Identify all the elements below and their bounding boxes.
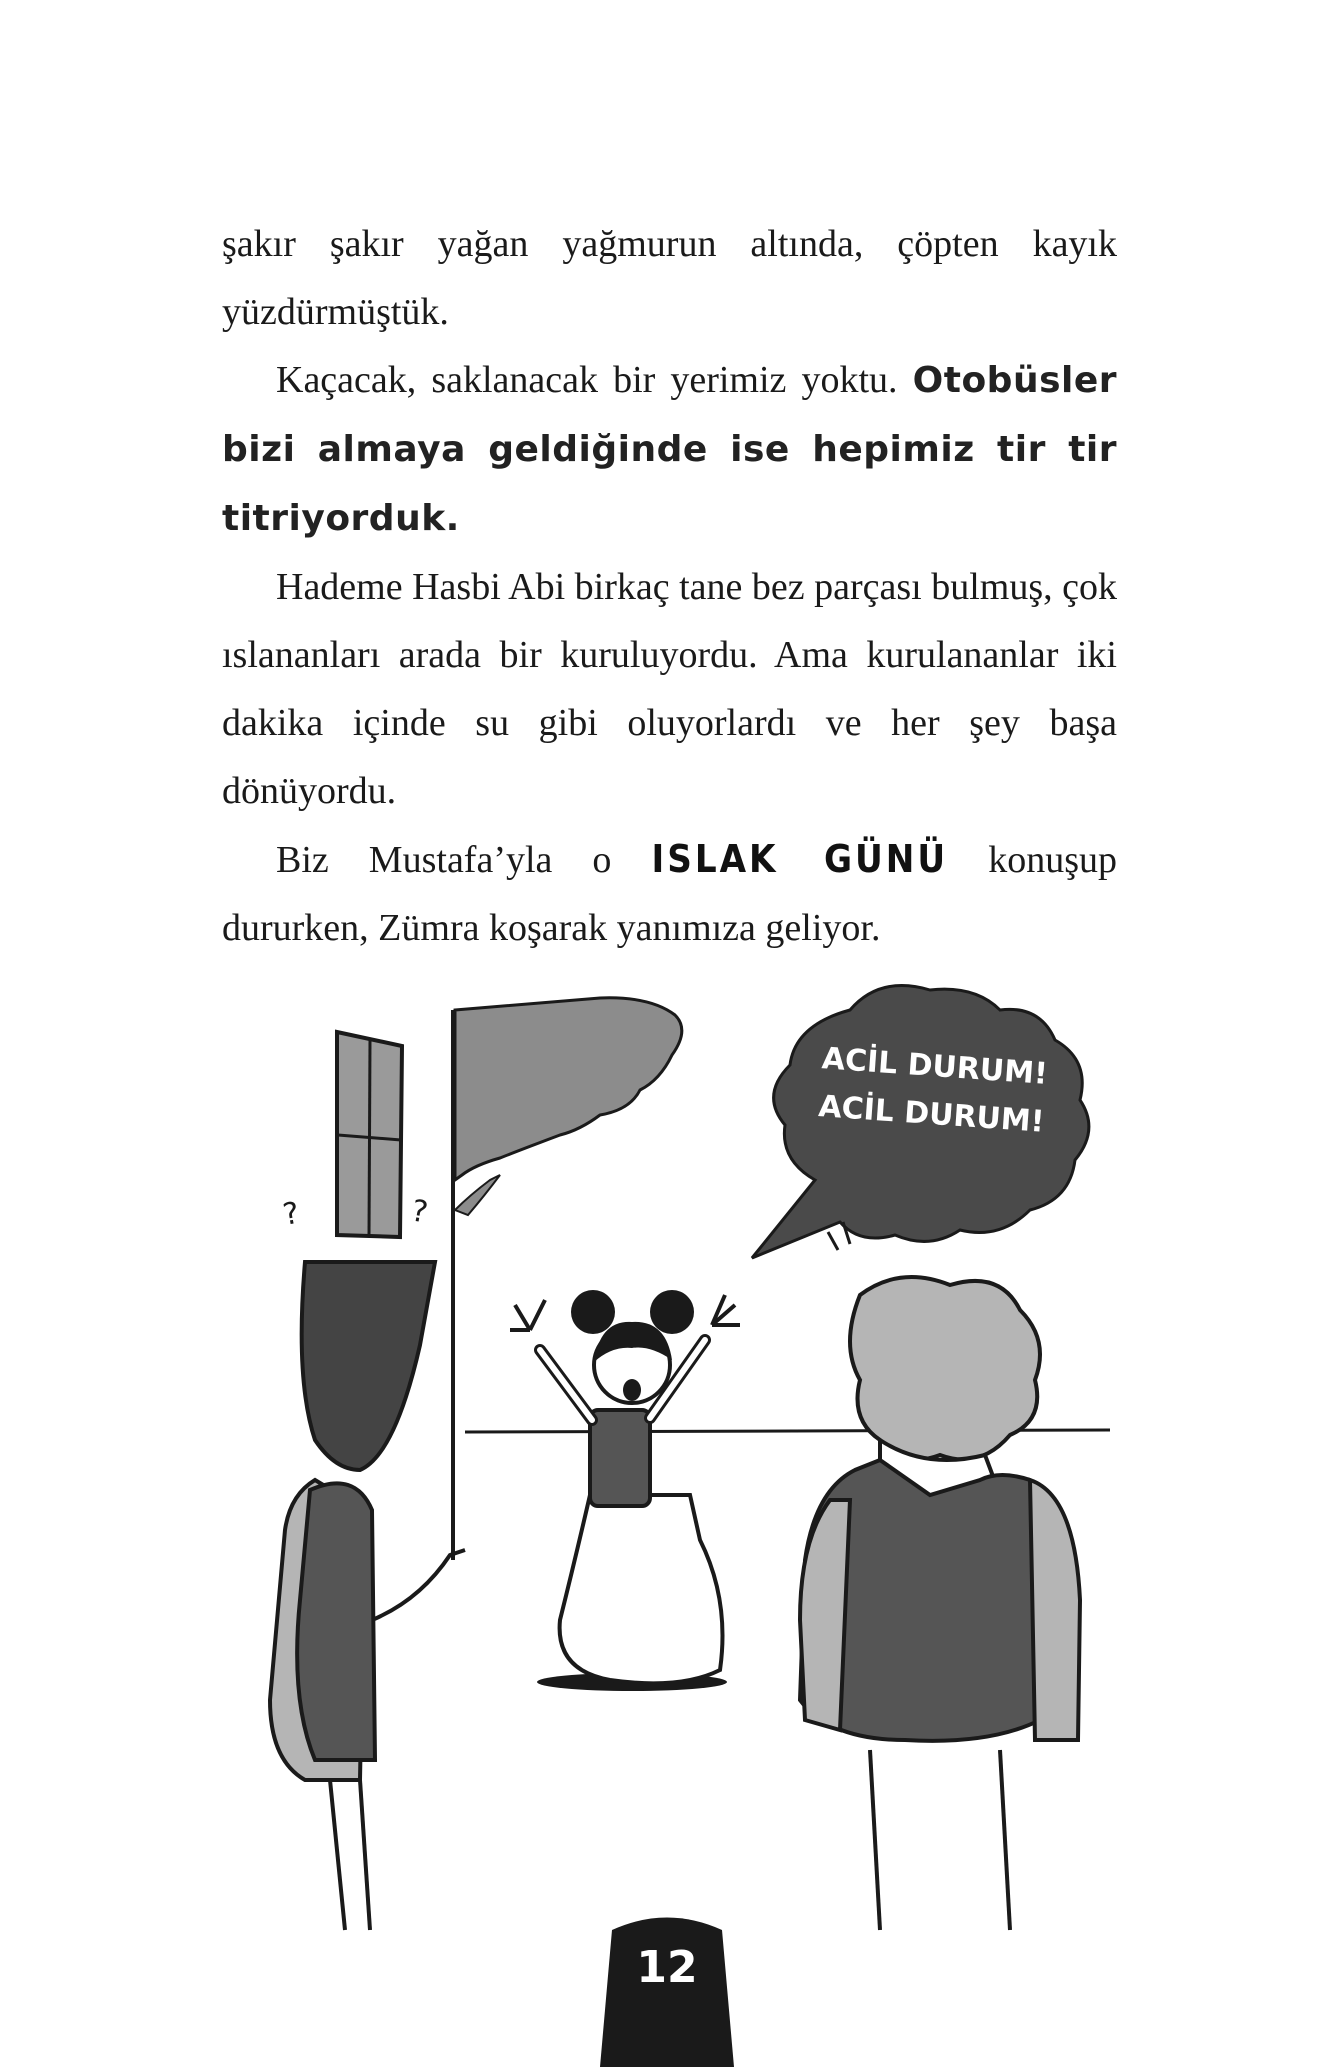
tree — [455, 998, 682, 1215]
paragraph-3: Hademe Hasbi Abi birkaç tane bez parçası bulmuş, çok ıslananları arada bir kuruluyordu. Ama kurulananlar iki dakika içinde su gibi oluyorlardı ve her şey başa dönüyordu. — [222, 566, 1117, 812]
old-man-figure — [800, 1277, 1080, 1930]
girl-figure — [510, 1290, 740, 1691]
speech-line-2: ACİL DURUM! — [817, 1089, 1046, 1140]
speech-bubble-text — [815, 1035, 1051, 1147]
page-number: 12 — [636, 1942, 698, 1993]
speech-line-1: ACİL DURUM! — [820, 1041, 1049, 1092]
paragraph-1: şakır şakır yağan yağmurun altında, çöpten kayık yüzdürmüştük. — [222, 223, 1117, 333]
paragraph-2-handwritten: Otobüsler bizi almaya geldiğinde ise hepimiz tir tir titriyorduk. — [222, 360, 1118, 539]
question-mark-left: ? — [280, 1195, 303, 1233]
paragraph-4-emphasis: ISLAK GÜNÜ — [651, 837, 949, 881]
paragraph-4-after: konuşup dururken, Zümra koşarak yanımıza geliyor. — [222, 839, 1118, 949]
boy-figure — [270, 1262, 465, 1930]
question-mark-right: ? — [408, 1193, 431, 1231]
paragraph-4-before: Biz Mustafa’yla o — [276, 839, 612, 881]
window — [337, 1032, 402, 1237]
paragraph-2-plain: Kaçacak, saklanacak bir yerimiz yoktu. — [276, 359, 898, 401]
